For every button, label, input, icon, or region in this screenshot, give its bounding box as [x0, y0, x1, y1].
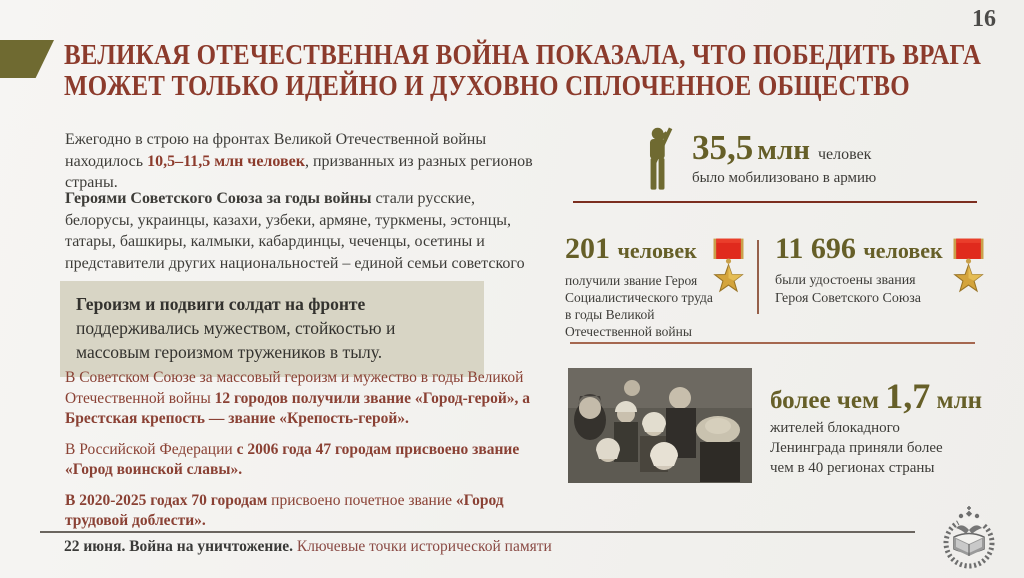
red-bold-text: «Город трудовой доблести». — [65, 491, 504, 529]
callout-text: поддерживались мужеством, стойкостью и массовым героизмом тружеников в тылу. — [76, 318, 396, 362]
stat-hero-ussr-number — [775, 233, 943, 267]
paragraph-text: Ежегодно в строю на фронтах Великой Отечественной войны находилось — [65, 131, 487, 170]
corner-flag-shape — [0, 40, 54, 78]
divider-rule-bottom — [570, 342, 975, 344]
stat-value: 35,5 — [692, 128, 754, 167]
hero-of-soviet-union-medal-icon — [950, 237, 987, 297]
stat-people-label: человек — [863, 238, 943, 263]
red-bold-text: 12 городов получили звание «Город-герой», а Брестская крепость — звание «Крепость-герой». — [65, 389, 531, 427]
red-text: В Советском Союзе за массовый героизм и мужество в годы Великой Отечественной войны — [65, 369, 524, 407]
vertical-divider — [757, 240, 759, 314]
paragraph-mobilized — [65, 129, 537, 194]
stat-mobilized-caption: было мобилизовано в армию — [692, 170, 877, 186]
paragraph-bold-lead: Героями Советского Союза за годы войны — [65, 190, 372, 207]
stat-prefix: более чем — [770, 387, 886, 414]
red-fact-hero-cities — [65, 368, 543, 430]
stat-hero-labor-caption: получили звание Героя Социалистического труда в годы Великой Отечественной войны — [565, 273, 713, 339]
red-bold-text: В 2020-2025 годах 70 городам — [65, 491, 272, 509]
stat-leningrad-number — [770, 376, 983, 416]
paragraph-heroes — [65, 188, 537, 296]
highlight-number: 10,5–11,5 млн человек — [147, 152, 305, 170]
title-line-2: МОЖЕТ ТОЛЬКО ИДЕЙНО И ДУХОВНО СПЛОЧЕННОЕ ОБЩЕСТВО — [64, 71, 910, 102]
stat-people-label: человек — [617, 238, 697, 263]
footer-dark-text: 22 июня. Война на уничтожение. — [64, 538, 297, 555]
red-fact-labor-valor — [65, 491, 543, 532]
paragraph-text: стали русские, белорусы, украинцы, казахи, узбеки, армяне, туркмены, эстонцы, татары, башкиры, калмыки, кабардинцы, чеченцы, осетины и представители других национальностей – единой семьи советского — [65, 190, 525, 272]
ministry-book-wreath-logo — [934, 503, 1004, 575]
stat-leningrad-caption: жителей блокадного Ленинграда приняли более чем в 40 регионах страны — [770, 420, 943, 476]
callout-box — [60, 281, 484, 377]
soldier-saluting-icon — [638, 126, 682, 192]
red-text: В Российской Федерации — [65, 440, 237, 458]
page-number: 16 — [972, 6, 996, 32]
hero-of-socialist-labor-medal-icon — [710, 237, 747, 297]
stat-unit: млн — [757, 134, 810, 166]
stat-mobilized-number — [692, 130, 871, 167]
stat-value: 201 — [565, 232, 610, 265]
footer-text — [64, 538, 552, 556]
page-title — [64, 40, 992, 102]
red-text: присвоено почетное звание — [271, 491, 456, 509]
footer-rule — [40, 531, 915, 533]
divider-rule-top — [573, 201, 977, 203]
stat-hero-labor-number — [565, 233, 697, 267]
red-bold-text: с 2006 года 47 городам присвоено звание «Город воинской славы». — [65, 440, 520, 478]
title-line-1: ВЕЛИКАЯ ОТЕЧЕСТВЕННАЯ ВОЙНА ПОКАЗАЛА, ЧТО ПОБЕДИТЬ ВРАГА — [64, 40, 982, 71]
stat-value: 1,7 — [885, 376, 931, 416]
red-facts-block — [65, 368, 543, 542]
stat-unit: млн — [930, 387, 983, 414]
callout-bold-lead: Героизм и подвиги солдат на фронте — [76, 294, 366, 314]
stat-hero-ussr-caption: были удостоены звания Героя Советского Союза — [775, 273, 922, 306]
footer-red-text: Ключевые точки исторической памяти — [296, 538, 552, 555]
leningrad-children-photo — [568, 368, 752, 483]
paragraph-text: , призванных из разных регионов страны. — [65, 152, 533, 191]
stat-people-label: человек — [817, 146, 872, 163]
stat-value: 11 696 — [775, 232, 856, 265]
red-fact-military-glory — [65, 440, 543, 481]
